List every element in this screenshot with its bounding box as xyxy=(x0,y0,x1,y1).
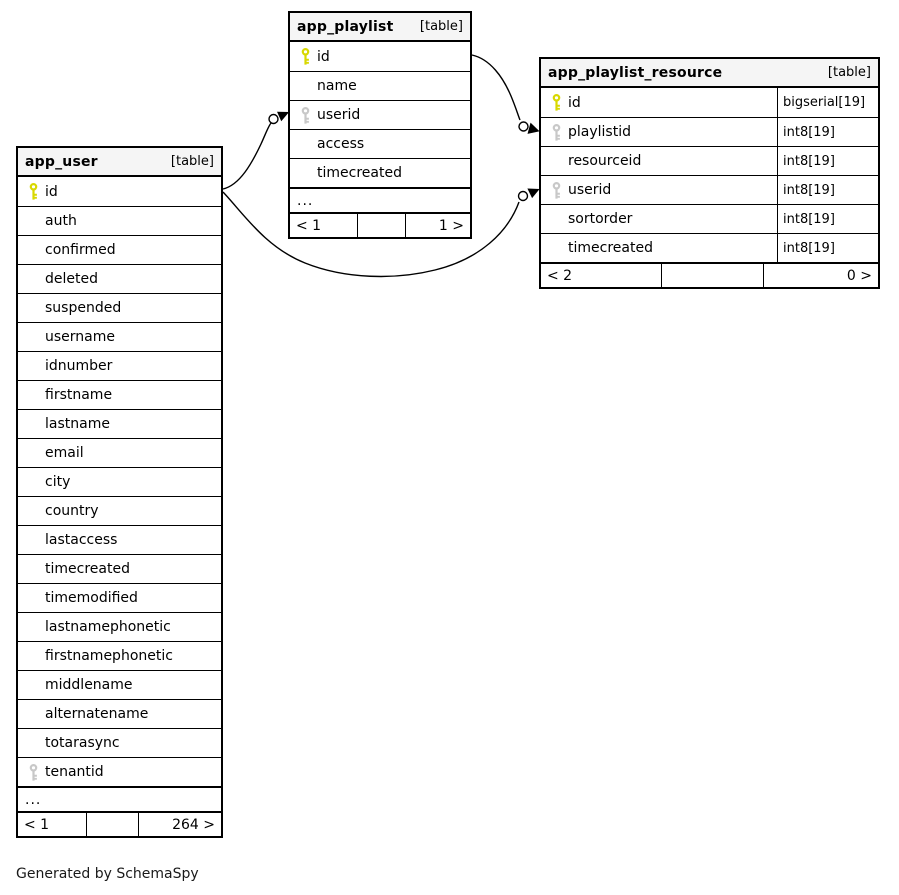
column-name: name xyxy=(317,78,357,94)
table-row xyxy=(18,351,221,380)
column-type: int8[19] xyxy=(777,118,878,146)
table-row xyxy=(290,129,470,158)
table-row xyxy=(18,264,221,293)
column-name: tenantid xyxy=(45,764,104,780)
table-row xyxy=(290,42,470,71)
more-columns-ellipsis: ... xyxy=(290,187,470,212)
table-header[interactable] xyxy=(18,148,221,177)
column-name: firstname xyxy=(45,387,113,403)
table-row xyxy=(541,117,878,146)
footer-middle-cell xyxy=(661,264,763,287)
column-type: int8[19] xyxy=(777,234,878,262)
table-row xyxy=(18,322,221,351)
column-name: timecreated xyxy=(45,561,130,577)
column-name: playlistid xyxy=(568,124,631,140)
table-row xyxy=(18,641,221,670)
edge-user-playlist xyxy=(223,112,288,189)
column-name: firstnamephonetic xyxy=(45,648,173,664)
footer-middle-cell xyxy=(86,813,138,836)
column-type: bigserial[19] xyxy=(777,88,878,117)
table-row xyxy=(18,380,221,409)
table-row xyxy=(18,235,221,264)
table-row xyxy=(18,728,221,757)
column-name: resourceid xyxy=(568,153,642,169)
column-name: username xyxy=(45,329,115,345)
table-row xyxy=(18,525,221,554)
column-name: id xyxy=(317,48,330,65)
table-row xyxy=(18,496,221,525)
column-name: sortorder xyxy=(568,211,633,227)
footer-parents-count: < 1 xyxy=(296,217,322,234)
table-row xyxy=(18,670,221,699)
footer-children-count: 264 > xyxy=(138,813,221,836)
primary-key-icon xyxy=(18,183,45,200)
table-row xyxy=(18,612,221,641)
column-name: id xyxy=(45,183,58,200)
table-row xyxy=(541,233,878,262)
column-name: email xyxy=(45,445,84,461)
primary-key-icon xyxy=(541,94,568,111)
primary-key-icon xyxy=(290,48,317,65)
table-row xyxy=(18,583,221,612)
column-name: idnumber xyxy=(45,358,113,374)
table-badge: [table] xyxy=(170,154,214,169)
table-row xyxy=(541,175,878,204)
table-footer xyxy=(541,262,878,287)
table-row xyxy=(18,757,221,786)
table-row xyxy=(541,88,878,117)
column-name: lastname xyxy=(45,416,110,432)
table-row xyxy=(290,158,470,187)
foreign-key-icon xyxy=(541,124,568,141)
column-type: int8[19] xyxy=(777,176,878,204)
table-row xyxy=(290,100,470,129)
column-name: lastaccess xyxy=(45,532,118,548)
column-name: lastnamephonetic xyxy=(45,619,171,635)
table-name: app_playlist xyxy=(297,18,394,35)
table-footer xyxy=(18,811,221,836)
column-name: deleted xyxy=(45,271,98,287)
footer-parents-count: < 1 xyxy=(24,816,50,833)
foreign-key-icon xyxy=(290,107,317,124)
column-name: timemodified xyxy=(45,590,138,606)
table-badge: [table] xyxy=(419,19,463,34)
column-name: totarasync xyxy=(45,735,120,751)
table-row xyxy=(18,554,221,583)
edge-playlist-resource xyxy=(472,55,539,133)
column-name: suspended xyxy=(45,300,122,316)
column-name: timecreated xyxy=(317,165,402,181)
table-name: app_playlist_resource xyxy=(548,64,723,81)
table-node-app-playlist-resource[interactable] xyxy=(539,57,880,289)
column-name: id xyxy=(568,94,581,111)
footer-parents-count: < 2 xyxy=(547,267,573,284)
table-row xyxy=(18,177,221,206)
column-name: userid xyxy=(568,182,612,198)
table-row xyxy=(541,146,878,175)
table-row xyxy=(18,293,221,322)
generated-by-note: Generated by SchemaSpy xyxy=(16,866,199,882)
column-type: int8[19] xyxy=(777,205,878,233)
column-name: middlename xyxy=(45,677,133,693)
table-row xyxy=(18,206,221,235)
footer-children-count: 1 > xyxy=(405,214,470,237)
column-name: access xyxy=(317,136,365,152)
table-row xyxy=(18,467,221,496)
table-footer xyxy=(290,212,470,237)
table-node-app-user[interactable] xyxy=(16,146,223,838)
table-header[interactable] xyxy=(290,13,470,42)
column-type: int8[19] xyxy=(777,147,878,175)
column-name: alternatename xyxy=(45,706,149,722)
column-name: timecreated xyxy=(568,240,653,256)
column-name: confirmed xyxy=(45,242,116,258)
column-name: country xyxy=(45,503,99,519)
table-name: app_user xyxy=(25,153,98,170)
table-header[interactable] xyxy=(541,59,878,88)
foreign-key-icon xyxy=(18,764,45,781)
table-row xyxy=(290,71,470,100)
footer-children-count: 0 > xyxy=(763,264,878,287)
column-name: userid xyxy=(317,107,361,123)
table-row xyxy=(18,409,221,438)
footer-middle-cell xyxy=(357,214,405,237)
table-row xyxy=(18,438,221,467)
foreign-key-icon xyxy=(541,182,568,199)
table-node-app-playlist[interactable] xyxy=(288,11,472,239)
column-name: auth xyxy=(45,213,77,229)
column-name: city xyxy=(45,474,71,490)
table-row xyxy=(541,204,878,233)
table-row xyxy=(18,699,221,728)
more-columns-ellipsis: ... xyxy=(18,786,221,811)
table-badge: [table] xyxy=(827,65,871,80)
